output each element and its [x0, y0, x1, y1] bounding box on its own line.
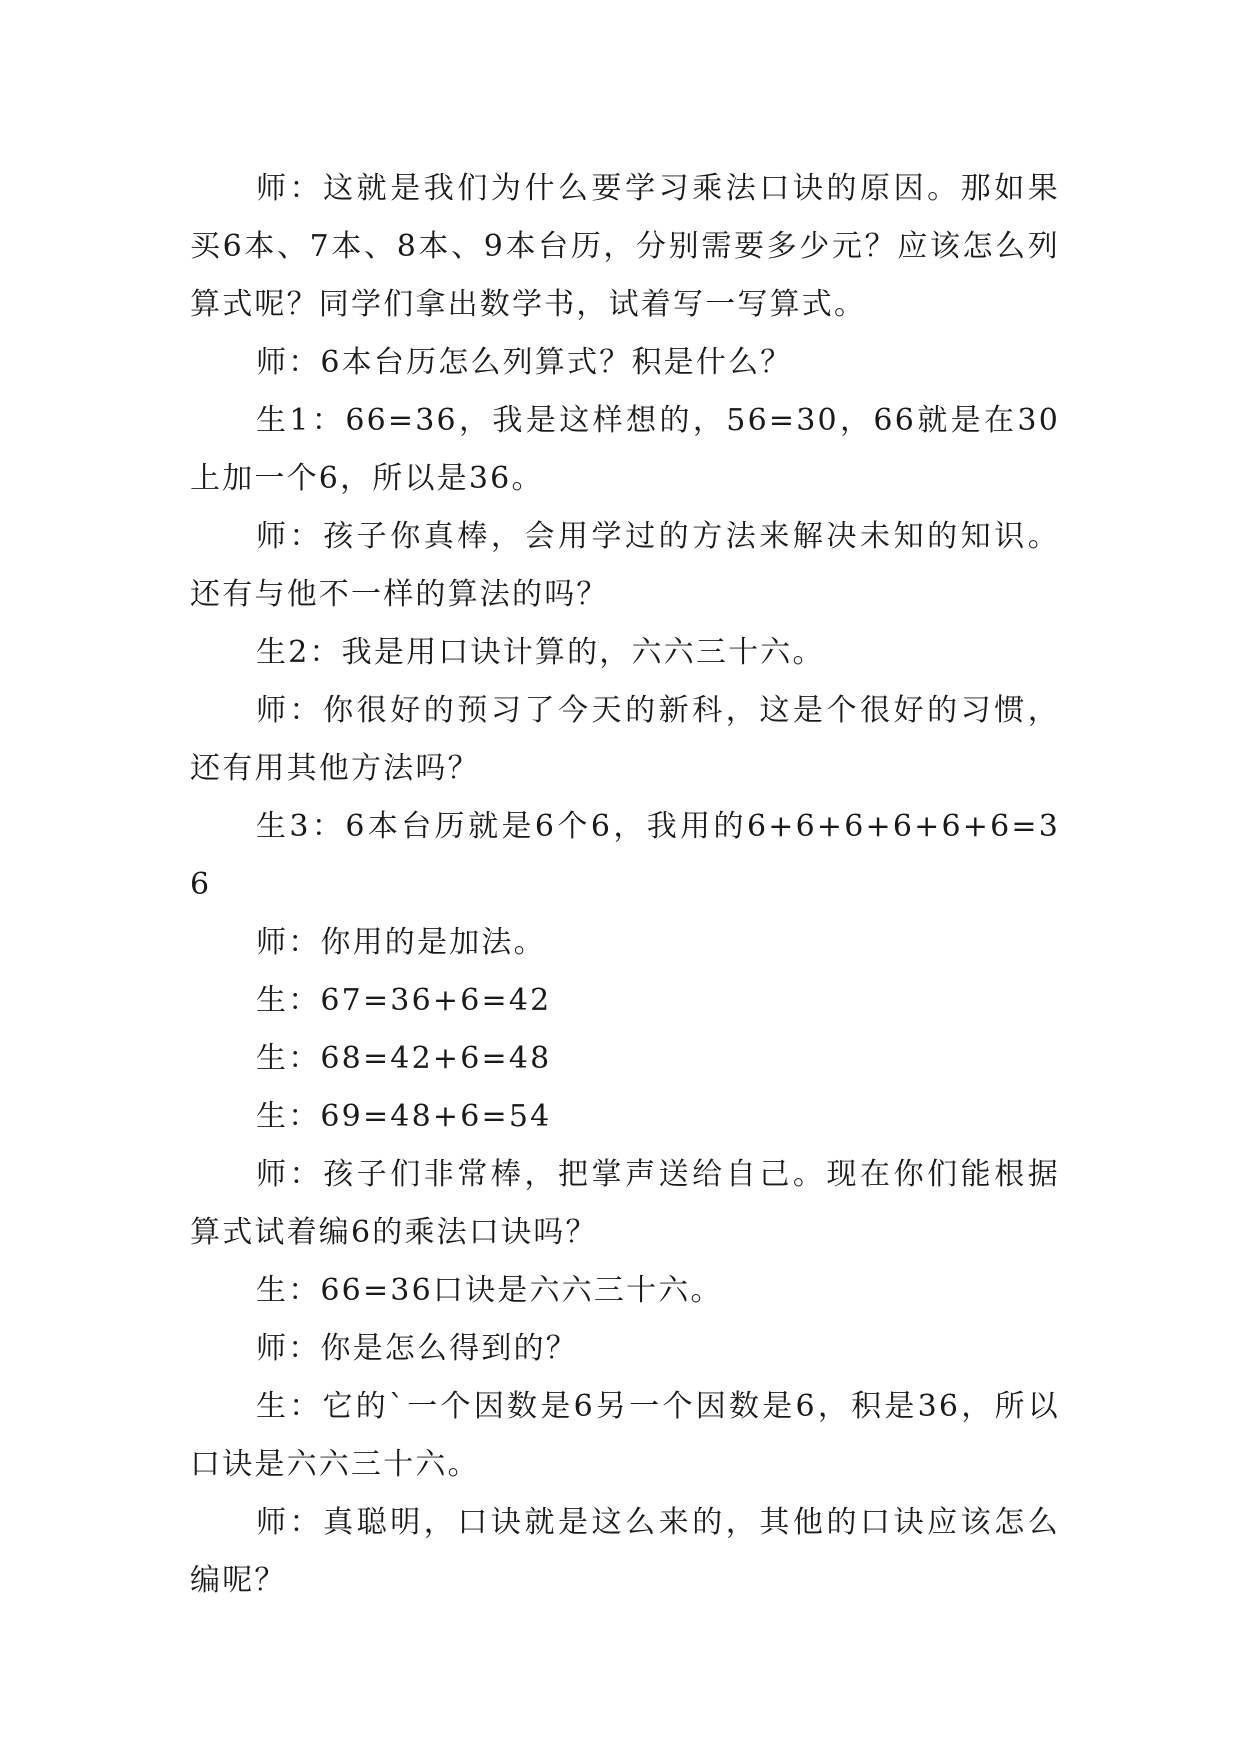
paragraph-4: 师：孩子你真棒，会用学过的方法来解决未知的知识。还有与他不一样的算法的吗？ — [190, 519, 1060, 612]
paragraph-3: 生1：66=36，我是这样想的，56=30，66就是在30上加一个6，所以是36。 — [190, 403, 1060, 496]
paragraph-9: 生：67=36+6=42 — [256, 983, 552, 1018]
paragraph-1: 师：这就是我们为什么要学习乘法口诀的原因。那如果买6本、7本、8本、9本台历，分别需要多少元？应该怎么列算式呢？同学们拿出数学书，试着写一写算式。 — [190, 171, 1060, 322]
paragraph-15: 生：它的`一个因数是6另一个因数是6，积是36，所以口诀是六六三十六。 — [190, 1389, 1060, 1482]
paragraph-11: 生：69=48+6=54 — [256, 1099, 552, 1134]
document-page — [190, 160, 1060, 1610]
paragraph-14: 师：你是怎么得到的？ — [256, 1331, 578, 1366]
paragraph-13: 生：66=36口诀是六六三十六。 — [256, 1273, 723, 1308]
paragraph-2: 师：6本台历怎么列算式？积是什么？ — [256, 345, 793, 380]
paragraph-5: 生2：我是用口诀计算的，六六三十六。 — [256, 635, 825, 670]
paragraph-12: 师：孩子们非常棒，把掌声送给自己。现在你们能根据算式试着编6的乘法口诀吗？ — [190, 1157, 1060, 1250]
paragraph-6: 师：你很好的预习了今天的新科，这是个很好的习惯，还有用其他方法吗？ — [190, 693, 1060, 786]
paragraph-8: 师：你用的是加法。 — [256, 925, 546, 960]
paragraph-7: 生3：6本台历就是6个6，我用的6+6+6+6+6+6=36 — [190, 809, 1060, 902]
paragraph-10: 生：68=42+6=48 — [256, 1041, 552, 1076]
paragraph-16: 师：真聪明，口诀就是这么来的，其他的口诀应该怎么编呢？ — [190, 1505, 1060, 1598]
